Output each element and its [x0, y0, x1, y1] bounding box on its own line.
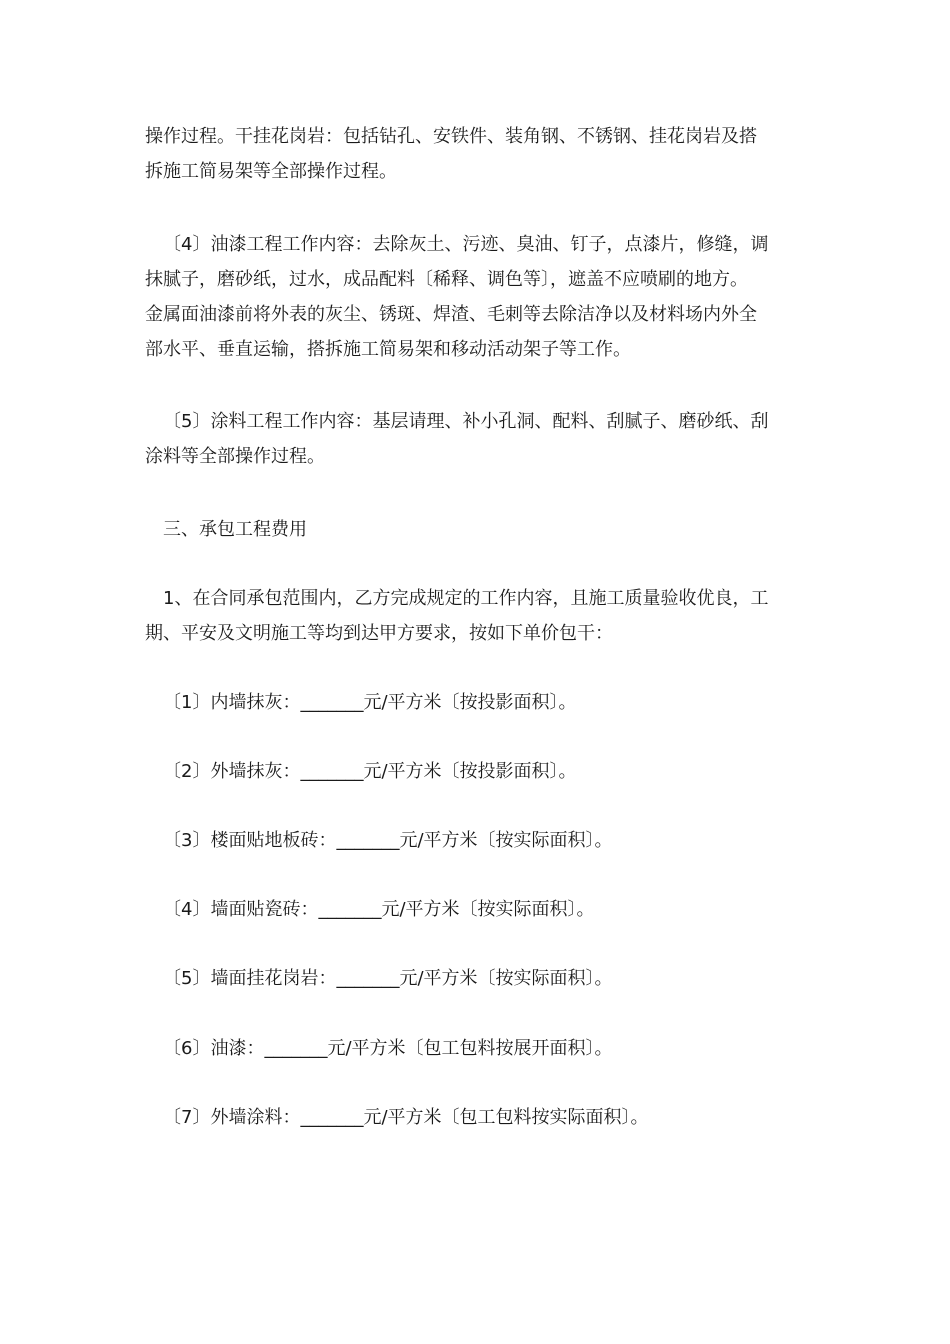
text-line: 期、平安及文明施工等均到达甲方要求，按如下单价包干： — [145, 623, 613, 644]
heading-text: 三、承包工程费用 — [163, 519, 307, 540]
price-line: 〔2〕外墙抹灰：_______元/平方米〔按投影面积〕。 — [163, 761, 577, 782]
text-line: 涂料等全部操作过程。 — [145, 446, 325, 467]
price-line: 〔5〕墙面挂花岗岩：_______元/平方米〔按实际面积〕。 — [163, 968, 613, 989]
paragraph-coating-work — [145, 404, 810, 474]
price-item-floor-tile — [145, 823, 810, 858]
price-line: 〔7〕外墙涂料：_______元/平方米〔包工包料按实际面积〕。 — [163, 1107, 649, 1128]
text-line: 抹腻子，磨砂纸，过水，成品配料〔稀释、调色等〕，遮盖不应喷刷的地方。 — [145, 269, 748, 290]
paragraph-paint-work — [145, 227, 810, 367]
text-line: 〔4〕油漆工程工作内容：去除灰土、污迹、臭油、钉子，点漆片，修缝，调 — [163, 234, 769, 255]
text-line: 〔5〕涂料工程工作内容：基层请理、补小孔洞、配料、刮腻子、磨砂纸、刮 — [163, 411, 769, 432]
text-line: 操作过程。干挂花岗岩：包括钻孔、安铁件、装角钢、不锈钢、挂花岗岩及搭 — [145, 126, 757, 147]
section-heading-contract-cost — [145, 512, 810, 547]
price-item-wall-tile — [145, 892, 810, 927]
text-line: 金属面油漆前将外表的灰尘、锈斑、焊渣、毛刺等去除洁净以及材料场内外全 — [145, 304, 757, 325]
text-line: 拆施工简易架等全部操作过程。 — [145, 161, 397, 182]
text-line: 部水平、垂直运输，搭拆施工简易架和移动活动架子等工作。 — [145, 339, 631, 360]
price-line: 〔4〕墙面贴瓷砖：_______元/平方米〔按实际面积〕。 — [163, 899, 595, 920]
price-item-wall-granite — [145, 961, 810, 996]
paragraph-granite-work — [145, 119, 810, 189]
price-line: 〔6〕油漆：_______元/平方米〔包工包料按展开面积〕。 — [163, 1038, 613, 1059]
price-item-exterior-plaster — [145, 754, 810, 789]
price-item-paint — [145, 1031, 810, 1066]
price-line: 〔3〕楼面贴地板砖：_______元/平方米〔按实际面积〕。 — [163, 830, 613, 851]
paragraph-unit-price-intro — [145, 581, 810, 651]
price-line: 〔1〕内墙抹灰：_______元/平方米〔按投影面积〕。 — [163, 692, 577, 713]
price-item-exterior-coating — [145, 1100, 810, 1135]
price-item-interior-plaster — [145, 685, 810, 720]
text-line: 1、在合同承包范围内，乙方完成规定的工作内容，且施工质量验收优良，工 — [163, 588, 769, 609]
